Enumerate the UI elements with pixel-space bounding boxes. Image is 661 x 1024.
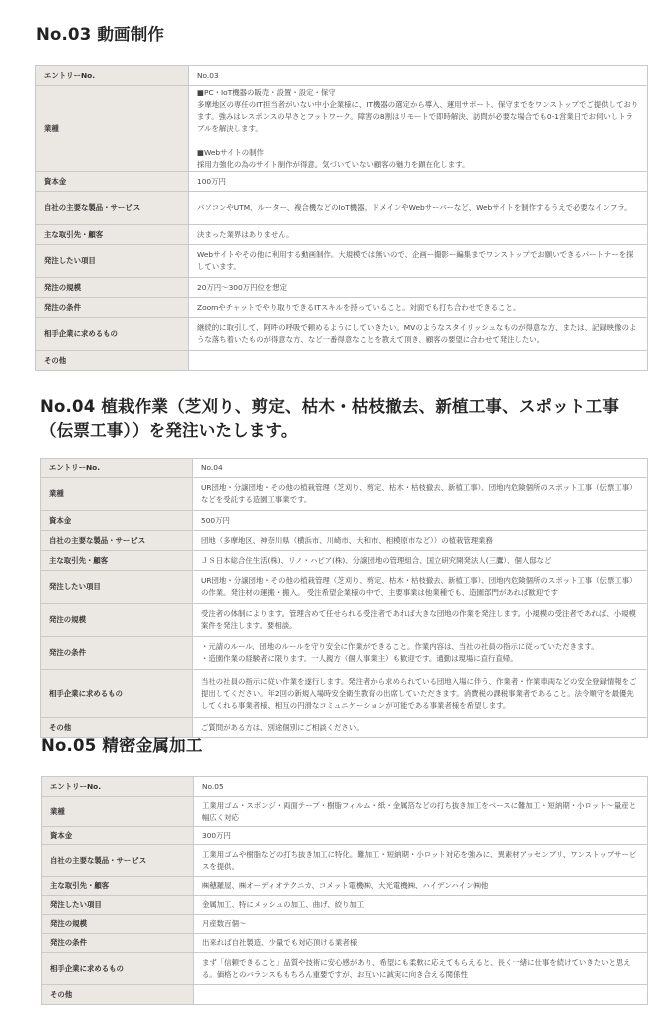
row-label: 主な取引先・顧客	[42, 877, 194, 896]
row-label: 発注したい項目	[36, 245, 189, 278]
row-value: 出来れば自社製造、少量でも対応頂ける業者様	[194, 934, 648, 953]
row-label: その他	[36, 351, 189, 371]
row-value: ㈱穂羅屋、㈱オーディオテクニカ、コメット電機㈱、大光電機㈱、ハイデンハイン㈱他	[194, 877, 648, 896]
table-row	[42, 953, 648, 985]
row-label: エントリーNo.	[41, 459, 193, 478]
table-row	[36, 192, 648, 225]
row-value: まず「信頼できること」品質や技術に安心感があり、希望にも柔軟に応えてもらえると、長く一緒に仕事を続けていきたいと思える。価格とのバランスももちろん重要ですが、お互いに誠実に向き合える関係性	[194, 953, 648, 985]
row-label: その他	[42, 985, 194, 1005]
section-title: No.05 精密金属加工	[41, 736, 203, 755]
row-label: 発注の規模	[42, 915, 194, 934]
row-value: 継続的に取引して、阿吽の呼吸で頼めるようにしていきたい。MVのようなスタイリッシュなものが得意な方、または、記録映像のような落ち着いたものが得意な方、など一番得意なことを教えて頂き、顧客の要望に合わせて発注したい。	[189, 318, 648, 351]
table-row	[42, 915, 648, 934]
table-row	[42, 934, 648, 953]
row-value	[189, 351, 648, 371]
row-value: 月産数百個〜	[194, 915, 648, 934]
row-label: 発注の条件	[36, 298, 189, 318]
row-label: 資本金	[41, 511, 193, 531]
entry-table	[41, 776, 648, 1005]
row-value: No.04	[193, 459, 648, 478]
table-row	[36, 298, 648, 318]
table-row	[41, 551, 648, 571]
row-value: ＪＳ日本総合住生活(株)、リノ・ハピア(株)、分譲団地の管理組合、国立研究開発法人(三鷹）、個人邸など	[193, 551, 648, 571]
row-label: 相手企業に求めるもの	[41, 670, 193, 718]
table-row	[42, 797, 648, 827]
table-row	[36, 225, 648, 245]
row-label: 相手企業に求めるもの	[42, 953, 194, 985]
row-value: 300万円	[194, 827, 648, 845]
row-label: エントリーNo.	[42, 777, 194, 797]
row-label: 発注したい項目	[41, 571, 193, 604]
row-value: パソコンやUTM、ルーター、複合機などのIoT機器。ドメインやWebサーバーなど、Webサイトを制作するうえで必要なインフラ。	[189, 192, 648, 225]
row-value: 決まった業界はありません。	[189, 225, 648, 245]
table-row	[41, 670, 648, 718]
row-value	[194, 985, 648, 1005]
table-row	[36, 86, 648, 172]
row-label: エントリーNo.	[36, 66, 189, 86]
row-value: ■PC・IoT機器の販売・設置・設定・保守 多摩地区の専任のIT担当者がいない中小企業様に、IT機器の選定から導入、運用サポート、保守までをワンストップでご提供しております。強みはレスポンスの早さとフットワーク。障害の8割はリモートで即時解決、訪問が必要な場合でも0-1営業日でお伺いしトラブルを解決します。 ■Webサイトの制作 採用力強化の為のサイト制作が得意。気づいていない顧客の魅力を顕在化します。	[189, 86, 648, 172]
row-value: 金属加工、特にメッシュの加工、曲げ、絞り加工	[194, 896, 648, 915]
row-value: UR団地・分譲団地・その他の植栽管理（芝刈り、剪定、枯木・枯枝撤去、新植工事）、団地内危険個所のスポット工事（伝票工事）の作業。発注材の運搬・搬入。 受注希望企業様の中で、主要事業は他業種でも、造園部門があれば歓迎です	[193, 571, 648, 604]
table-row	[36, 318, 648, 351]
row-value: ご質問がある方は、別途個別にご相談ください。	[193, 718, 648, 738]
row-value: Webサイトやその他に利用する動画制作。大規模では無いので、企画ー撮影ー編集までワンストップでお願いできるパートナーを探しています。	[189, 245, 648, 278]
table-row	[42, 985, 648, 1005]
section-title: No.03 動画制作	[36, 25, 165, 44]
entry-table	[35, 65, 648, 371]
table-row	[41, 531, 648, 551]
row-value: 工業用ゴム・スポンジ・両面テープ・樹脂フィルム・紙・金属箔などの打ち抜き加工をベースに難加工・短納期・小ロット〜量産と幅広く対応	[194, 797, 648, 827]
table-row	[36, 172, 648, 192]
table-row	[36, 351, 648, 371]
row-value: UR団地・分譲団地・その他の植栽管理（芝刈り、剪定、枯木・枯枝撤去、新植工事）、団地内危険個所のスポット工事（伝票工事）などを受託する造園工事業です。	[193, 478, 648, 511]
section-title-line-2: （伝票工事））を発注いたします。	[40, 421, 298, 440]
row-label: 業種	[42, 797, 194, 827]
row-label: その他	[41, 718, 193, 738]
table-row	[42, 827, 648, 845]
row-label: 発注の規模	[41, 604, 193, 637]
row-label: 主な取引先・顧客	[36, 225, 189, 245]
row-label: 発注の規模	[36, 278, 189, 298]
table-row	[42, 877, 648, 896]
row-label: 資本金	[36, 172, 189, 192]
table-row	[36, 66, 648, 86]
table-row	[41, 571, 648, 604]
row-label: 自社の主要な製品・サービス	[42, 845, 194, 877]
row-label: 発注の条件	[42, 934, 194, 953]
row-value: 20万円〜300万円位を想定	[189, 278, 648, 298]
table-row	[42, 896, 648, 915]
row-value: 100万円	[189, 172, 648, 192]
row-label: 業種	[41, 478, 193, 511]
row-value: 工業用ゴムや樹脂などの打ち抜き加工に特化。難加工・短納期・小ロット対応を強みに、異素材アッセンブリ、ワンストップサービスを提供。	[194, 845, 648, 877]
row-value: No.05	[194, 777, 648, 797]
table-row	[41, 637, 648, 670]
row-value: ・元請のルール、団地のルールを守り安全に作業ができること。作業内容は、当社の社員の指示に従っていただきます。 ・造園作業の経験者に限ります。一人親方（個人事業主）も歓迎です。通勤は現場に直行直帰。	[193, 637, 648, 670]
row-label: 自社の主要な製品・サービス	[36, 192, 189, 225]
row-value: 500万円	[193, 511, 648, 531]
row-value: 団地（多摩地区、神奈川県（横浜市、川崎市、大和市、相模原市など））の植栽管理業務	[193, 531, 648, 551]
section-title-line-1: No.04 植栽作業（芝刈り、剪定、枯木・枯枝撤去、新植工事、スポット工事	[40, 397, 620, 416]
row-label: 主な取引先・顧客	[41, 551, 193, 571]
row-label: 自社の主要な製品・サービス	[41, 531, 193, 551]
table-row	[42, 845, 648, 877]
table-row	[41, 511, 648, 531]
entry-table	[40, 458, 648, 738]
row-value: 受注者の体制によります。管理含めて任せられる受注者であれば大きな団地の作業を発注します。小規模の受注者であれば、小規模案件を発注します。要相談。	[193, 604, 648, 637]
row-label: 業種	[36, 86, 189, 172]
table-row	[41, 459, 648, 478]
row-value: 当社の社員の指示に従い作業を遂行します。発注者から求められている団地入場に伴う、作業者・作業車両などの安全登録情報をご提出してください。年2回の新規入場時安全衛生教育の出席していただきます。消費税の課税事業者であること。法令順守を最優先してくれる事業者様、相互の円滑なコミュニケーションが可能である事業者様を希望します。	[193, 670, 648, 718]
row-label: 発注したい項目	[42, 896, 194, 915]
table-row	[41, 478, 648, 511]
row-label: 資本金	[42, 827, 194, 845]
row-label: 発注の条件	[41, 637, 193, 670]
row-value: Zoomやチャットでやり取りできるITスキルを持っていること。対面でも打ち合わせできること。	[189, 298, 648, 318]
table-row	[42, 777, 648, 797]
row-label: 相手企業に求めるもの	[36, 318, 189, 351]
table-row	[36, 245, 648, 278]
table-row	[36, 278, 648, 298]
table-row	[41, 604, 648, 637]
row-value: No.03	[189, 66, 648, 86]
